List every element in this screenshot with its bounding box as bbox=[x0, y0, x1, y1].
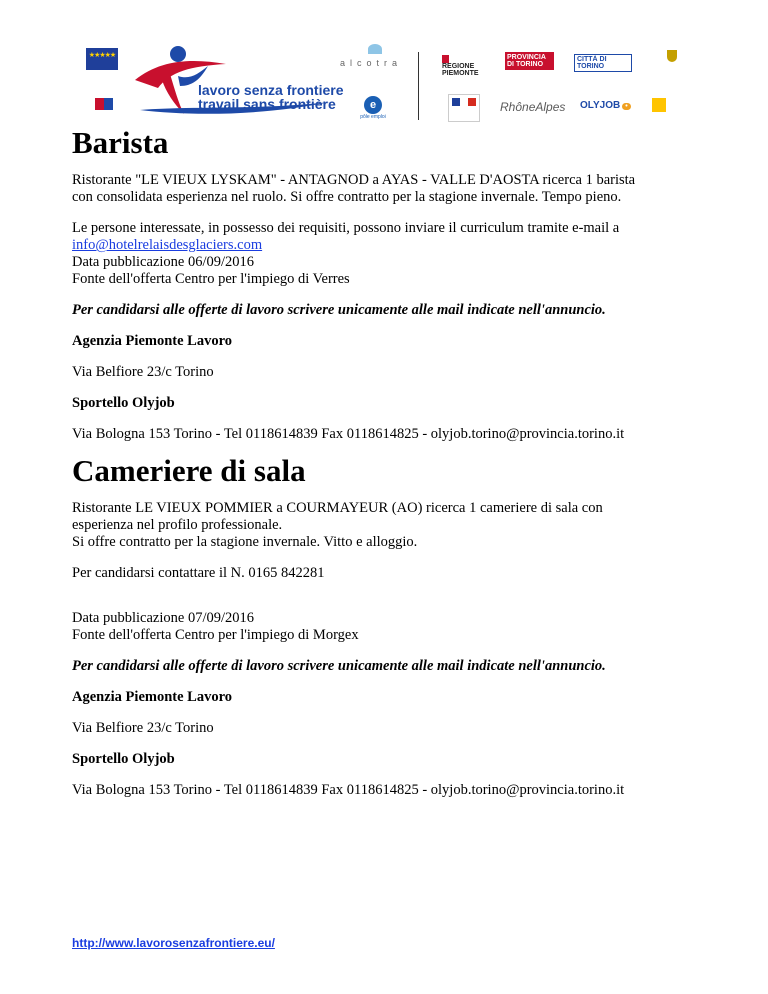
offer-source: Fonte dell'offerta Centro per l'impiego di Morgex bbox=[72, 627, 359, 644]
office-name: Sportello Olyjob bbox=[72, 395, 175, 412]
agency-name: Agenzia Piemonte Lavoro bbox=[72, 333, 233, 350]
olyjob-logo: OLYJOB • bbox=[580, 100, 631, 111]
apply-instructions: Le persone interessate, in possesso dei requisiti, possono inviare il curriculum tramite e-mail a bbox=[72, 220, 620, 237]
job-description: con consolidata esperienza nel ruolo. Si offre contratto per la stagione invernale. Tempo pieno. bbox=[72, 189, 622, 206]
agency-address: Via Belfiore 23/c Torino bbox=[72, 364, 214, 381]
footer-website-link[interactable]: http://www.lavorosenzafrontiere.eu/ bbox=[72, 936, 275, 950]
agency-name: Agenzia Piemonte Lavoro bbox=[72, 689, 233, 706]
republique-francaise-logo bbox=[448, 94, 480, 122]
office-name: Sportello Olyjob bbox=[72, 751, 175, 768]
alcotra-logo: alcotra bbox=[340, 58, 403, 68]
alcotra-mark-icon bbox=[368, 44, 382, 54]
crest-icon bbox=[667, 50, 677, 62]
rhone-alpes-logo: RhôneAlpes bbox=[500, 100, 566, 114]
job-title: Barista bbox=[72, 125, 169, 160]
application-note: Per candidarsi alle offerte di lavoro scrivere unicamente alle mail indicate nell'annuncio. bbox=[72, 302, 606, 319]
publication-date: Data pubblicazione 06/09/2016 bbox=[72, 254, 255, 271]
job-description: Si offre contratto per la stagione invernale. Vitto e alloggio. bbox=[72, 534, 418, 551]
logo-header bbox=[0, 0, 768, 130]
logo-line-2: travail sans frontière bbox=[198, 96, 336, 112]
job-description: Ristorante LE VIEUX POMMIER a COURMAYEUR (AO) ricerca 1 cameriere di sala con bbox=[72, 500, 603, 517]
flag-icon bbox=[442, 55, 449, 63]
regione-valle-aosta-logo bbox=[652, 50, 692, 76]
job-listings bbox=[72, 124, 692, 799]
job-description: Ristorante "LE VIEUX LYSKAM" - ANTAGNOD a AYAS - VALLE D'AOSTA ricerca 1 barista bbox=[72, 172, 636, 189]
office-address: Via Bologna 153 Torino - Tel 0118614839 Fax 0118614825 - olyjob.torino@provincia.torino.it bbox=[72, 426, 625, 443]
regione-lazio-logo bbox=[86, 96, 122, 112]
offer-source: Fonte dell'offerta Centro per l'impiego di Verres bbox=[72, 271, 350, 288]
provincia-torino-logo: PROVINCIA DI TORINO bbox=[505, 52, 554, 70]
logo-line-1: lavoro senza frontiere bbox=[198, 82, 344, 98]
job-title: Cameriere di sala bbox=[72, 453, 306, 489]
regione-piemonte-logo bbox=[442, 55, 482, 77]
pole-emploi-logo: e pôle emploi bbox=[356, 96, 390, 124]
header-divider bbox=[418, 52, 419, 120]
application-note: Per candidarsi alle offerte di lavoro scrivere unicamente alle mail indicate nell'annuncio. bbox=[72, 658, 606, 675]
job-description: esperienza nel profilo professionale. bbox=[72, 517, 283, 534]
agency-address: Via Belfiore 23/c Torino bbox=[72, 720, 214, 737]
email-link[interactable]: info@hotelrelaisdesglaciers.com bbox=[72, 237, 263, 254]
regione-piemonte-label: REGIONE PIEMONTE bbox=[442, 63, 479, 77]
eu-flag-logo: ★★★★★ bbox=[86, 48, 118, 70]
contact-info: Per candidarsi contattare il N. 0165 842281 bbox=[72, 565, 325, 582]
citta-torino-logo: CITTÀ DI TORINO bbox=[574, 54, 632, 72]
lavoro-senza-frontiere-logo bbox=[130, 40, 344, 118]
savoie-logo bbox=[652, 96, 666, 112]
publication-date: Data pubblicazione 07/09/2016 bbox=[72, 610, 255, 627]
office-address: Via Bologna 153 Torino - Tel 0118614839 Fax 0118614825 - olyjob.torino@provincia.torino.it bbox=[72, 782, 625, 799]
